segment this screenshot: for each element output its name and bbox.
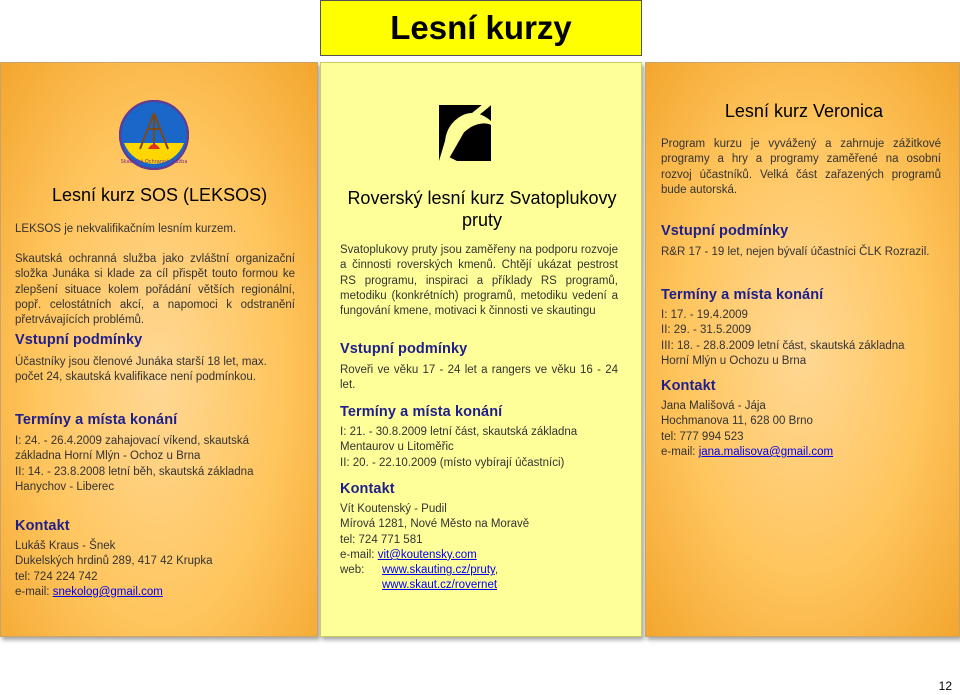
veronica-dates-line: III: 18. - 28.8.2009 letní část, skautská základna (661, 339, 905, 352)
sos-description: Skautská ochranná služba jako zvláštní organizační složka Junáka si klade za cíl přispět touto formou ke zlepšení situace kolem pořádání větších regionální, popř. celostátních akcí, a napomoci k odstranění přetrvávajících problémů. (15, 253, 295, 327)
svatoplukovy-web-row (340, 563, 636, 578)
svatoplukovy-dates-line: II: 20. - 22.10.2009 (místo vybírají účastníci) (340, 456, 565, 469)
svatoplukovy-email-label: e-mail: (340, 548, 378, 561)
panel-svatoplukovy-pruty (320, 62, 642, 637)
veronica-contact-address: Hochmanova 11, 628 00 Brno (661, 415, 813, 428)
veronica-description: Program kurzu je vyvážený a zahrnuje zážitkové programy a hry a programy zaměřené na osobní rozvoj účastníků. Velká část zařazených programů bude autorská. (661, 138, 941, 196)
veronica-email-label: e-mail: (661, 445, 699, 458)
sos-email-label: e-mail: (15, 585, 53, 598)
sos-req-line: počet 24, skautská kvalifikace není podmínkou. (15, 371, 257, 384)
svatoplukovy-email-link[interactable]: vit@koutensky.com (377, 548, 477, 561)
svatoplukovy-web-label: web: (340, 564, 365, 577)
svatoplukovy-web-separator: , (494, 564, 499, 577)
sos-heading: Lesní kurz SOS (LEKSOS) (52, 185, 268, 205)
sos-contact-phone: tel: 724 224 742 (15, 570, 98, 583)
sos-intro: LEKSOS je nekvalifikačním lesním kurzem. (15, 223, 237, 235)
veronica-heading: Lesní kurz Veronica (724, 101, 883, 121)
veronica-dates-text (661, 308, 957, 369)
svatoplukovy-dates-heading: Termíny a místa konání (340, 404, 503, 420)
svatoplukovy-contact-address: Mírová 1281, Nové Město na Moravě (340, 518, 530, 531)
svatoplukovy-contact-text (340, 502, 636, 594)
panel-sos (0, 62, 318, 637)
sos-logo-text: Skautská Ochranná Služba (120, 159, 188, 165)
sos-dates-heading: Termíny a místa konání (15, 412, 178, 428)
svatoplukovy-req-text: Roveři ve věku 17 - 24 let a rangers ve věku 16 - 24 let. (340, 364, 618, 392)
sos-dates-line: Hanychov - Liberec (15, 480, 115, 493)
sos-logo (118, 99, 190, 171)
veronica-req-text: R&R 17 - 19 let, nejen bývalí účastníci ČLK Rozrazil. (661, 246, 930, 258)
svatoplukovy-web-link-1[interactable]: www.skauting.cz/pruty (382, 564, 495, 577)
page-number: 12 (938, 679, 952, 693)
sos-contact-address: Dukelských hrdinů 289, 417 42 Krupka (15, 555, 213, 568)
page-title: Lesní kurzy (320, 0, 642, 56)
sos-contact-text (15, 539, 311, 600)
veronica-email-row (661, 445, 957, 460)
veronica-dates-line: II: 29. - 31.5.2009 (661, 324, 752, 337)
svatoplukovy-dates-line: I: 21. - 30.8.2009 letní část, skautská základna (340, 426, 578, 438)
rovernet-logo (437, 101, 493, 165)
veronica-dates-heading: Termíny a místa konání (661, 287, 824, 303)
veronica-req-heading: Vstupní podmínky (661, 223, 789, 239)
svatoplukovy-contact-phone: tel: 724 771 581 (340, 533, 423, 546)
svatoplukovy-req-heading: Vstupní podmínky (340, 341, 468, 357)
sos-req-text (15, 355, 311, 386)
svatoplukovy-heading-line: pruty (461, 210, 503, 230)
sos-contact-name: Lukáš Kraus - Šnek (15, 540, 116, 552)
panel-veronica (645, 62, 960, 637)
veronica-contact-heading: Kontakt (661, 378, 716, 394)
sos-dates-line: základna Horní Mlýn - Ochoz u Brna (15, 450, 201, 463)
veronica-dates-line: Horní Mlýn u Ochozu u Brna (661, 354, 807, 367)
sos-req-heading: Vstupní podmínky (15, 332, 143, 348)
sos-contact-email-row (15, 585, 311, 600)
veronica-dates-line: I: 17. - 19.4.2009 (661, 309, 748, 321)
sos-email-link[interactable]: snekolog@gmail.com (52, 585, 163, 598)
veronica-email-link[interactable]: jana.malisova@gmail.com (698, 445, 834, 458)
svatoplukovy-contact-name: Vít Koutenský - Pudil (340, 503, 447, 515)
sos-dates-text (15, 434, 311, 495)
svatoplukovy-heading (321, 187, 643, 231)
veronica-contact-text (661, 399, 957, 460)
svatoplukovy-dates-line: Mentaurov u Litoměřic (340, 441, 454, 454)
svatoplukovy-web-row-2 (340, 578, 636, 593)
svatoplukovy-contact-heading: Kontakt (340, 481, 395, 497)
sos-contact-heading: Kontakt (15, 518, 70, 534)
sos-dates-line: I: 24. - 26.4.2009 zahajovací víkend, skautská (15, 435, 249, 447)
svatoplukovy-dates-text (340, 425, 636, 471)
svatoplukovy-email-row (340, 548, 636, 563)
sos-req-line: Účastníky jsou členové Junáka starší 18 let, max. (15, 356, 267, 368)
sos-dates-line: II: 14. - 23.8.2008 letní běh, skautská základna (15, 465, 254, 478)
veronica-contact-phone: tel: 777 994 523 (661, 430, 744, 443)
svatoplukovy-web-link-2[interactable]: www.skaut.cz/rovernet (382, 579, 498, 592)
svatoplukovy-description: Svatoplukovy pruty jsou zaměřeny na podporu rozvoje a činnosti roverských kmenů. Chtějí ukázat pestrost RS programu, inspiraci a příklady RS programů, metodiku (konkrétních) programů, metodiku vedení a fungování kmene, motivaci k činnosti ve skautingu (340, 244, 618, 318)
svatoplukovy-heading-line: Roverský lesní kurz Svatoplukovy (347, 188, 617, 208)
veronica-contact-name: Jana Mališová - Jája (661, 400, 766, 412)
